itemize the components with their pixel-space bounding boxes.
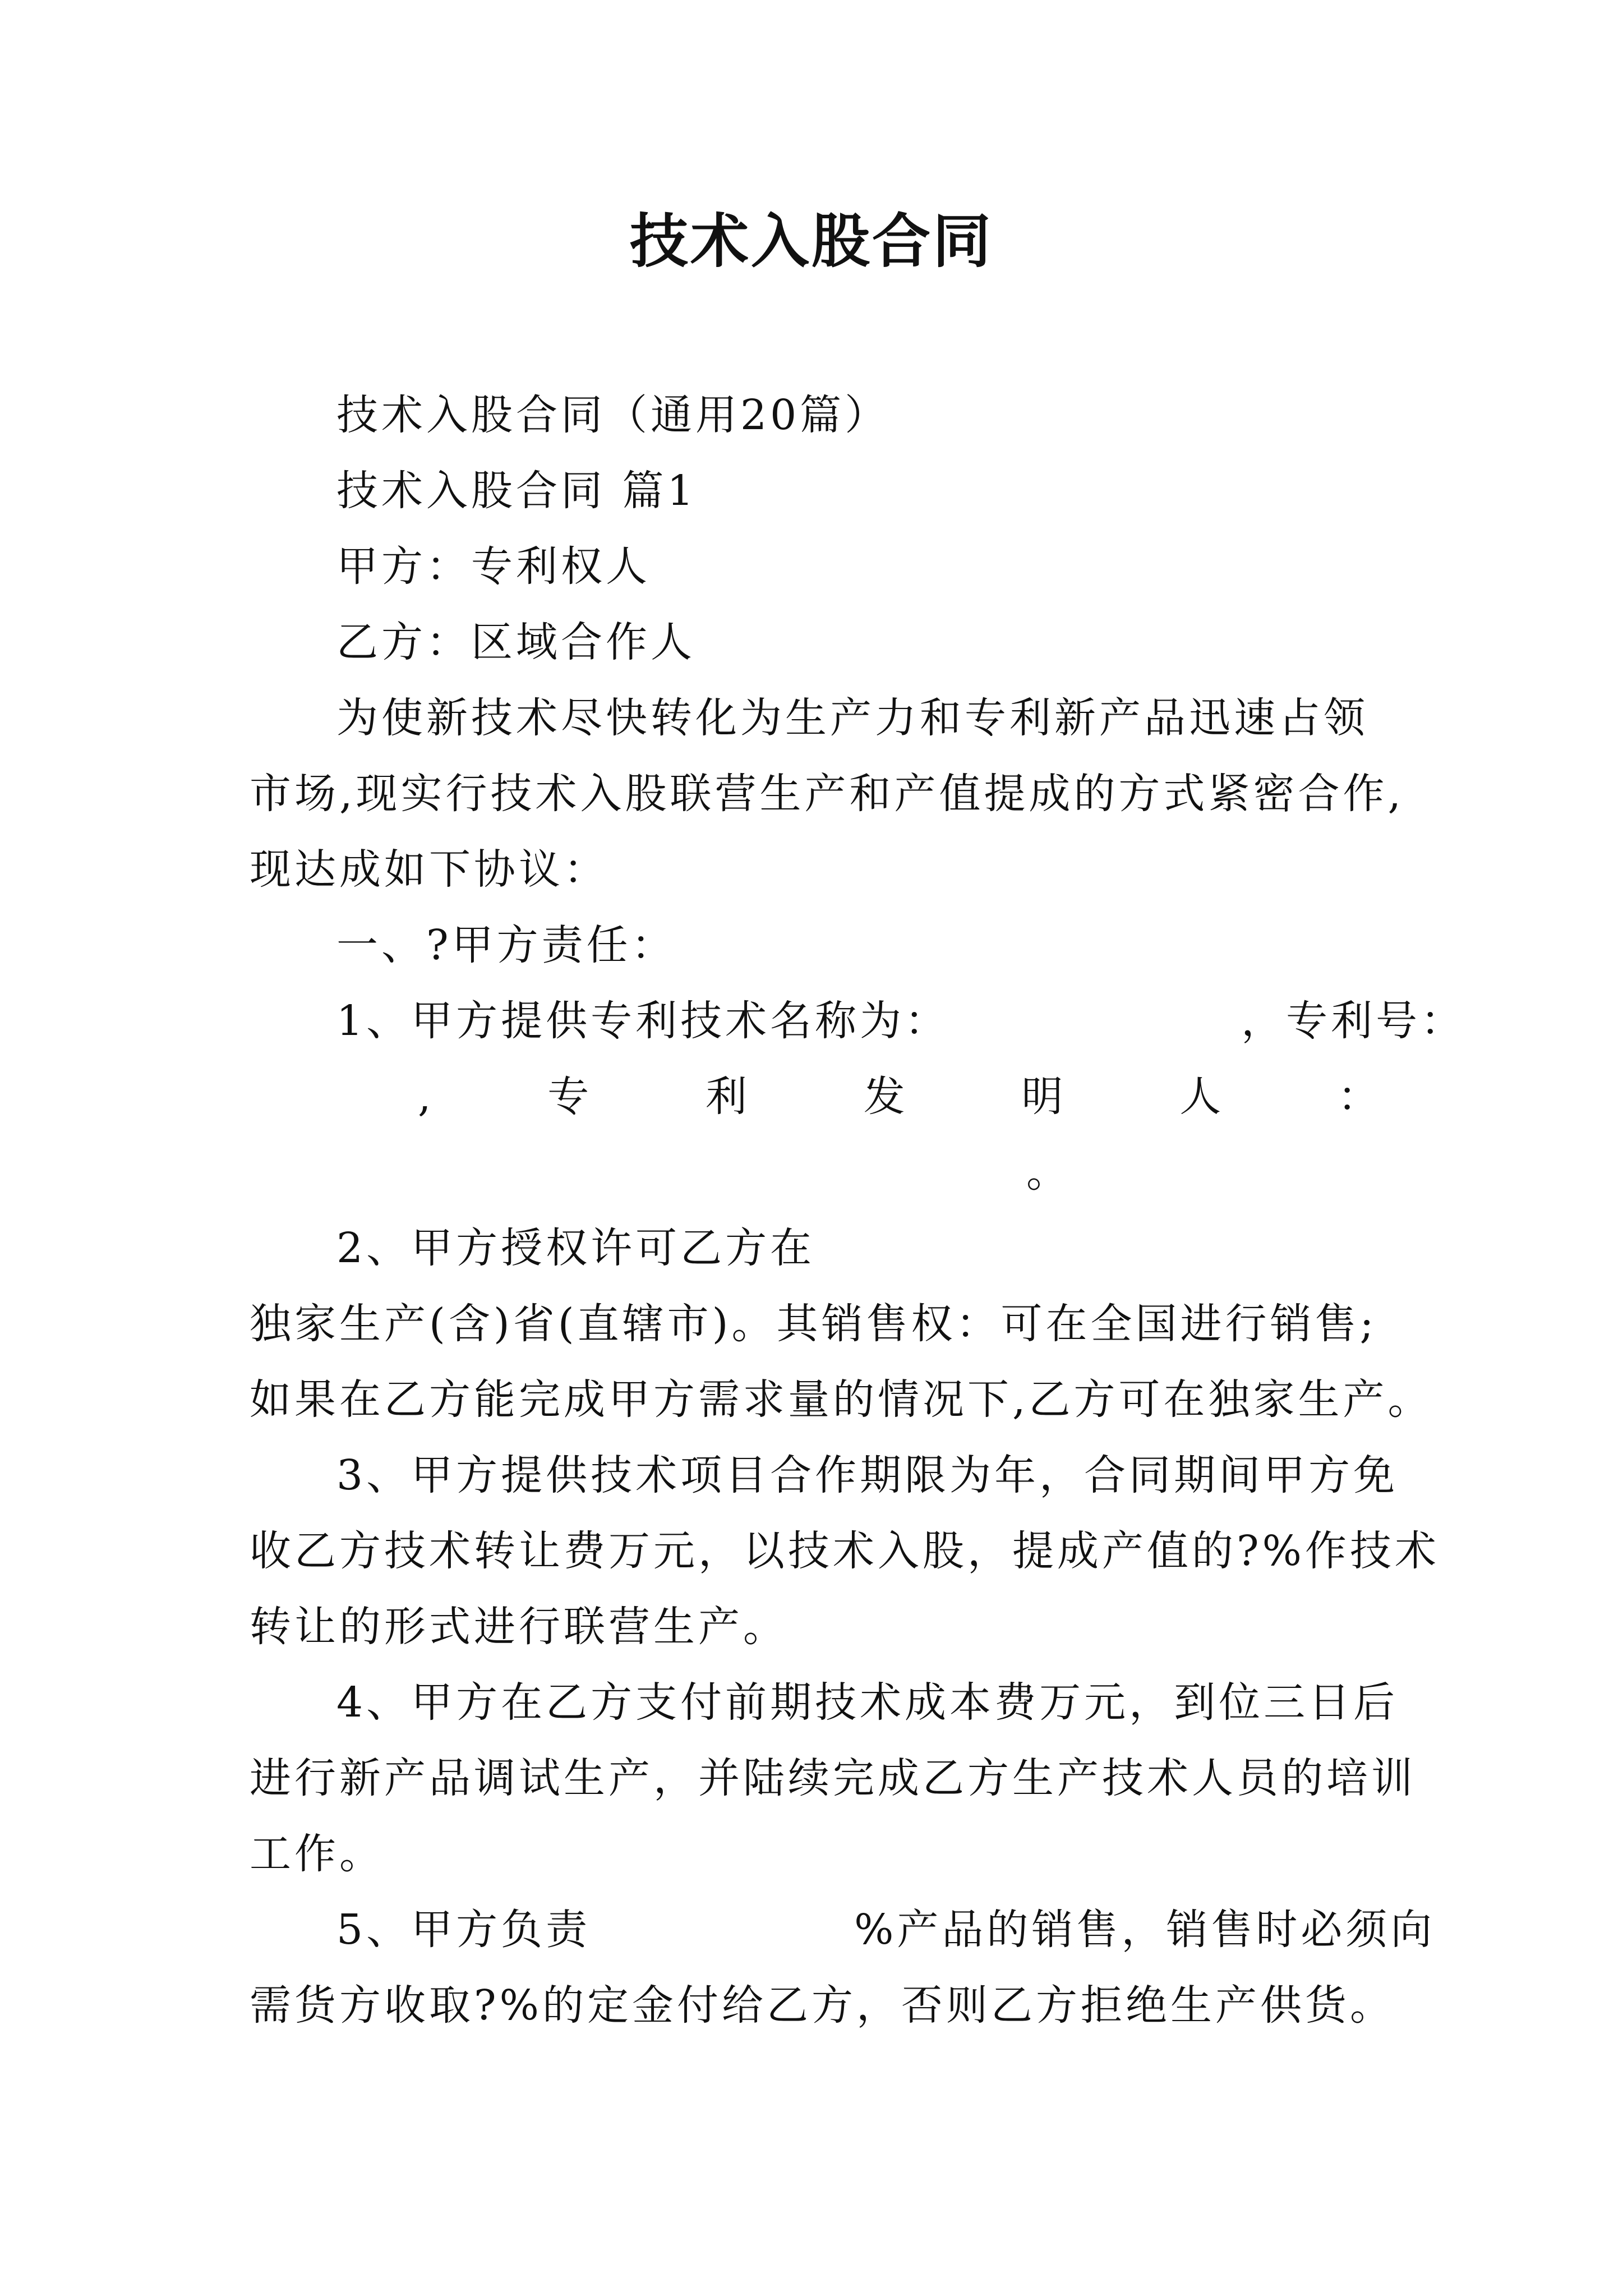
clause-1-char: 明 [1021,1073,1067,1121]
document-subtitle: 技术入股合同（通用20篇） [336,391,890,439]
clause-5-line: 需货方收取?%的定金付给乙方，否则乙方拒绝生产供货。 [250,1981,1395,2030]
clause-5-line [336,1902,1436,1958]
clause-2-line: 如果在乙方能完成甲方需求量的情况下,乙方可在独家生产。 [250,1375,1433,1424]
clause-3-line: 转让的形式进行联营生产。 [250,1603,788,1651]
clause-4-line: 进行新产品调试生产，并陆续完成乙方生产技术人员的培训 [250,1754,1416,1802]
party-b-line: 乙方：区域合作人 [336,618,695,666]
party-a-line: 甲方：专利权人 [336,542,651,591]
duties-heading: 一、?甲方责任： [336,921,676,969]
clause-1-end: 。 [1026,1148,1071,1197]
section-heading: 技术入股合同 篇1 [336,467,697,515]
clause-4-line: 工作。 [250,1830,384,1878]
clause-3-line: 收乙方技术转让费万元，以技术入股，提成产值的?%作技术 [250,1527,1440,1575]
intro-line: 市场,现实行技术入股联营生产和产值提成的方式紧密合作, [250,770,1405,818]
clause-1-inventor-line [418,1069,1382,1125]
clause-1-char: 人 [1179,1073,1225,1121]
clause-1-char: 专 [547,1073,593,1121]
clause-3-line: 3、甲方提供技术项目合作期限为年，合同期间甲方免 [336,1451,1399,1499]
clause-1-text: 1、甲方提供专利技术名称为： [336,997,950,1045]
clause-4-line: 4、甲方在乙方支付前期技术成本费万元，到位三日后 [336,1678,1399,1727]
clause-5-text: 5、甲方负责 [336,1906,591,1954]
clause-2-line: 独家生产(含)省(直辖市)。其销售权：可在全国进行销售; [250,1300,1377,1348]
clause-1-char: 发 [863,1073,909,1121]
clause-1-char: 利 [706,1073,750,1121]
document-title: 技术入股合同 [629,207,993,275]
clause-1-char: ： [1337,1073,1382,1121]
clause-1-text: ，专利号： [1241,997,1466,1045]
clause-5-text: %产品的销售，销售时必须向 [854,1906,1436,1954]
clause-1-line [336,993,1466,1049]
clause-2-line: 2、甲方授权许可乙方在 [336,1224,815,1272]
clause-1-char: , [418,1073,435,1121]
intro-line: 为使新技术尽快转化为生产力和专利新产品迅速占领 [336,694,1368,742]
intro-line: 现达成如下协议： [250,845,608,894]
